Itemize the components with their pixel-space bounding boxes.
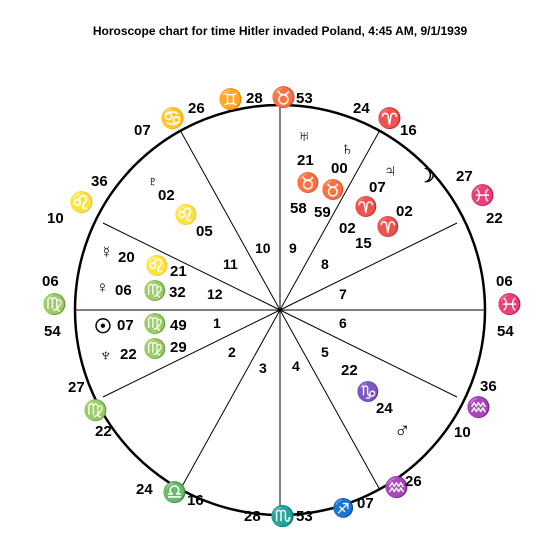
cusp-minute: 53 <box>296 508 313 525</box>
cusp-sign-icon: ♍ <box>83 400 108 422</box>
cusp-line-3 <box>180 310 280 490</box>
cusp-minute: 10 <box>47 210 64 227</box>
saturn-icon: ♄ <box>340 139 355 160</box>
planet-degree: 06 <box>115 282 132 299</box>
planet-sign-icon: ♍ <box>143 339 167 360</box>
cusp-degree: 28 <box>244 508 261 525</box>
cusp-minute: 54 <box>44 323 61 340</box>
planet-minute: 15 <box>355 235 372 252</box>
planet-degree: 07 <box>369 179 386 196</box>
cusp-sign-icon: ♋ <box>160 108 185 130</box>
cusp-sign-icon: ♉ <box>271 87 296 109</box>
cusp-sign-icon: ♒ <box>466 397 491 419</box>
sun-icon: ☉ <box>94 316 112 338</box>
planet-minute: 05 <box>196 223 213 240</box>
uranus-icon: ♅ <box>297 126 312 147</box>
cusp-minute: 22 <box>486 210 503 227</box>
cusp-sign-icon: ♓ <box>470 185 495 207</box>
cusp-minute: 16 <box>187 492 204 509</box>
jupiter-icon: ♃ <box>383 161 398 182</box>
cusp-degree: 27 <box>68 379 85 396</box>
planet-minute: 32 <box>169 284 186 301</box>
cusp-sign-icon: ♒ <box>384 477 409 499</box>
cusp-minute: 10 <box>454 424 471 441</box>
cusp-degree: 07 <box>357 495 374 512</box>
cusp-minute: 53 <box>296 90 313 107</box>
planet-sign-icon: ♑ <box>356 382 380 403</box>
cusp-degree: 24 <box>353 100 370 117</box>
mars-icon: ♂ <box>394 417 411 442</box>
planet-sign-icon: ♈ <box>354 197 378 218</box>
planet-sign-icon: ♉ <box>296 173 320 194</box>
planet-degree: 22 <box>341 362 358 379</box>
cusp-sign-icon: ♏ <box>270 506 295 528</box>
planet-degree: 02 <box>396 203 413 220</box>
cusp-degree: 26 <box>188 100 205 117</box>
planet-minute: 21 <box>170 263 187 280</box>
cusp-sign-icon: ♐ <box>332 498 355 518</box>
planet-degree: 22 <box>120 346 137 363</box>
house-number: 12 <box>207 286 223 302</box>
mercury-icon: ☿ <box>100 243 113 262</box>
moon-icon: ☽ <box>418 166 436 187</box>
planet-degree: 02 <box>158 187 175 204</box>
cusp-degree: 06 <box>496 273 513 290</box>
cusp-sign-icon: ♓ <box>497 294 522 316</box>
cusp-degree: 27 <box>456 168 473 185</box>
house-number: 11 <box>223 256 238 272</box>
cusp-degree: 06 <box>42 273 59 290</box>
planet-sign-icon: ♍ <box>143 281 167 302</box>
cusp-sign-icon: ♍ <box>42 294 67 316</box>
cusp-sign-icon: ♊ <box>218 89 243 111</box>
chart-title: Horoscope chart for time Hitler invaded Poland, 4:45 AM, 9/1/1939 <box>92 24 468 38</box>
planet-degree: 20 <box>118 249 135 266</box>
house-number: 3 <box>259 360 267 376</box>
house-number: 2 <box>228 344 236 360</box>
cusp-minute: 26 <box>405 473 422 490</box>
house-number: 1 <box>213 315 221 331</box>
planet-degree: 00 <box>331 160 348 177</box>
planet-sign-icon: ♈ <box>376 217 400 238</box>
cusp-minute: 54 <box>497 323 514 340</box>
cusp-degree: 28 <box>246 90 263 107</box>
venus-icon: ♀ <box>96 278 109 297</box>
planet-sign-icon: ♉ <box>321 180 345 201</box>
planet-sign-icon: ♌ <box>145 256 169 277</box>
planet-minute: 49 <box>170 317 187 334</box>
planet-minute: 29 <box>170 339 187 356</box>
planet-degree: 07 <box>117 317 134 334</box>
cusp-sign-icon: ♈ <box>377 108 402 130</box>
cusp-minute: 07 <box>134 122 151 139</box>
cusp-sign-icon: ♎ <box>162 482 187 504</box>
house-number: 5 <box>321 344 329 360</box>
house-number: 10 <box>255 240 271 256</box>
cusp-degree: 24 <box>136 481 153 498</box>
cusp-minute: 16 <box>400 122 417 139</box>
cusp-minute: 22 <box>95 423 112 440</box>
cusp-degree: 36 <box>480 378 497 395</box>
planet-sign-icon: ♌ <box>174 205 198 226</box>
planet-minute: 58 <box>290 200 307 217</box>
cusp-degree: 36 <box>91 173 108 190</box>
house-number: 4 <box>292 358 300 374</box>
house-number: 8 <box>321 256 329 272</box>
planet-degree: 21 <box>297 152 314 169</box>
planet-minute: 24 <box>376 400 393 417</box>
cusp-sign-icon: ♌ <box>69 192 94 214</box>
house-number: 9 <box>289 240 297 256</box>
pluto-icon: ♇ <box>146 171 160 191</box>
house-number: 7 <box>339 286 347 302</box>
planet-minute: 02 <box>339 220 356 237</box>
planet-positions <box>94 126 435 442</box>
planet-minute: 59 <box>314 204 331 221</box>
house-number: 6 <box>339 315 347 331</box>
planet-sign-icon: ♍ <box>143 314 167 335</box>
neptune-icon: ♆ <box>99 345 113 365</box>
